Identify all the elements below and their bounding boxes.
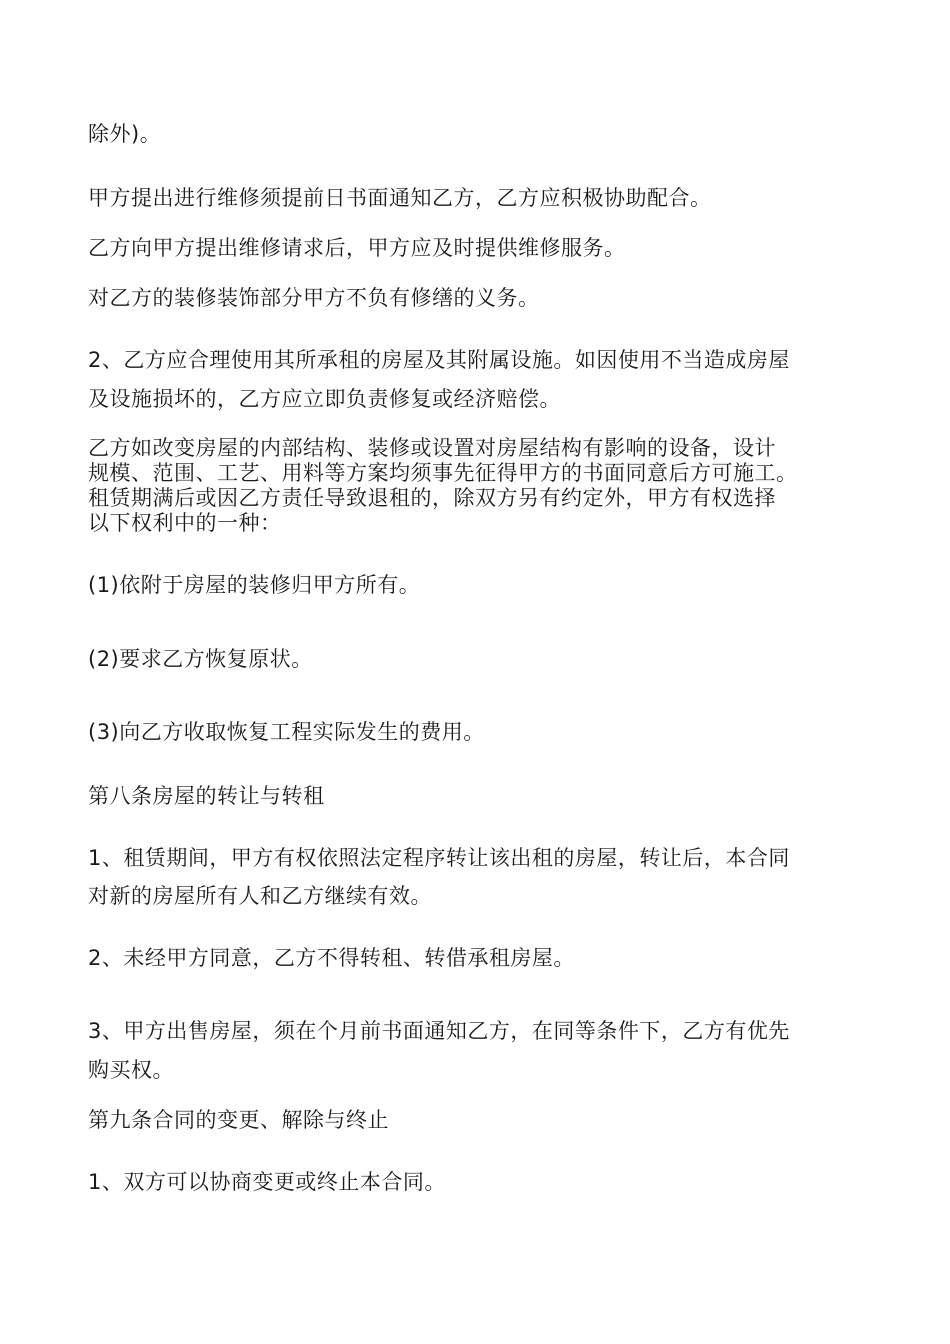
text-line: 乙方向甲方提出维修请求后，甲方应及时提供维修服务。 [88,236,626,260]
text-line: 3、甲方出售房屋，须在个月前书面通知乙方，在同等条件下，乙方有优先 [88,1019,790,1043]
text-line: 规模、范围、工艺、用料等方案均须事先征得甲方的书面同意后方可施工。 [88,461,798,485]
text-line: 甲方提出进行维修须提前日书面通知乙方，乙方应积极协助配合。 [88,186,712,210]
text-line: 购买权。 [88,1058,174,1082]
text-line: 1、租赁期间，甲方有权依照法定程序转让该出租的房屋，转让后，本合同 [88,846,790,870]
text-line: 2、乙方应合理使用其所承租的房屋及其附属设施。如因使用不当造成房屋 [88,348,790,372]
text-line: 对新的房屋所有人和乙方继续有效。 [88,884,432,908]
section-heading: 第八条房屋的转让与转租 [88,784,325,808]
text-line: 以下权利中的一种： [88,511,282,535]
text-line: 对乙方的装修装饰部分甲方不负有修缮的义务。 [88,286,540,310]
text-line: 乙方如改变房屋的内部结构、装修或设置对房屋结构有影响的设备，设计 [88,436,776,460]
text-line: 除外)。 [88,122,162,146]
text-line: 1、双方可以协商变更或终止本合同。 [88,1170,446,1194]
text-line: (3)向乙方收取恢复工程实际发生的费用。 [88,720,485,744]
text-line: 2、未经甲方同意，乙方不得转租、转借承租房屋。 [88,946,575,970]
text-line: 租赁期满后或因乙方责任导致退租的，除双方另有约定外，甲方有权选择 [88,486,776,510]
section-heading: 第九条合同的变更、解除与终止 [88,1108,389,1132]
text-line: (2)要求乙方恢复原状。 [88,647,313,671]
text-line: (1)依附于房屋的装修归甲方所有。 [88,573,421,597]
text-line: 及设施损坏的，乙方应立即负责修复或经济赔偿。 [88,387,561,411]
